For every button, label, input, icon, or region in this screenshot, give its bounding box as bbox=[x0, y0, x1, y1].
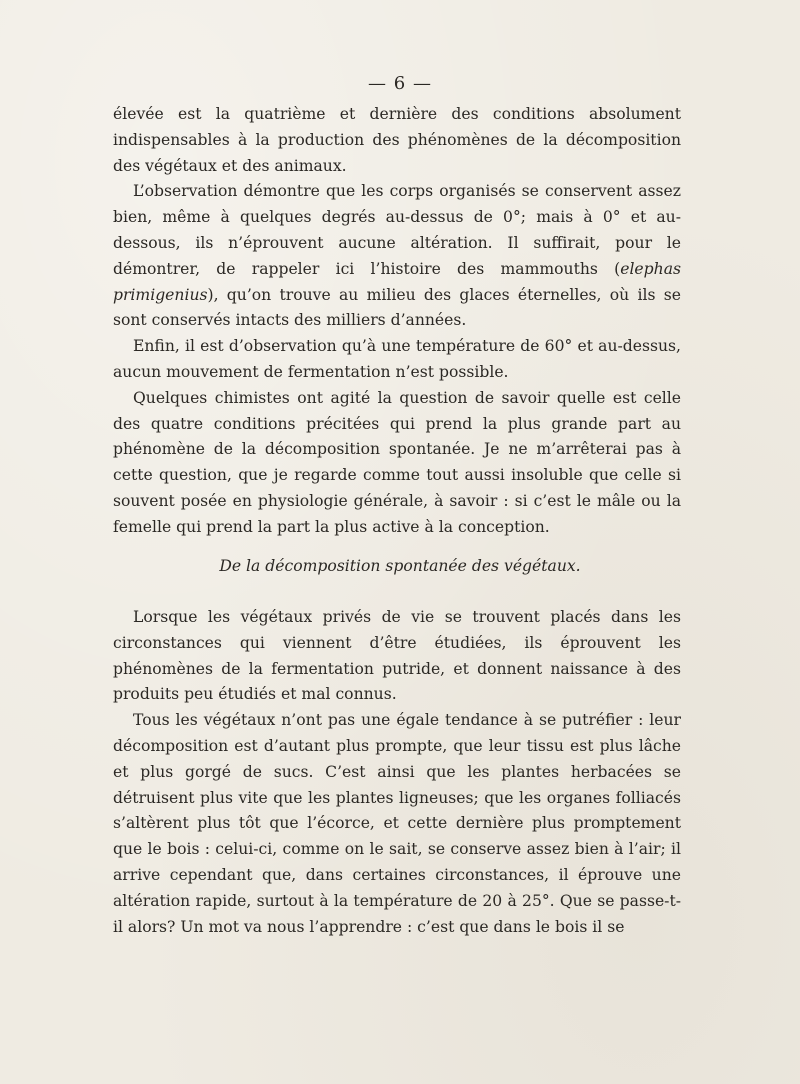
body-text-bottom bbox=[113, 605, 681, 940]
paragraph: élevée est la quatrième et dernière des conditions absolument indispensables à la production des phénomènes de la décomposition des végétaux et des animaux. bbox=[113, 105, 681, 175]
paragraph-text: L’observation démontre que les corps organisés se conservent assez bien, même à quelques degrés au-dessus de 0°; mais à 0° et au-dessous, ils n’éprouvent aucune altération. Il suffirait, pour le démontrer, de rappeler ici l’histoire des mammouths ( bbox=[113, 182, 681, 278]
paragraph bbox=[113, 179, 681, 334]
paragraph-text-continued: ), qu’on trouve au milieu des glaces éternelles, où ils se sont conservés intacts des milliers d’années. bbox=[113, 285, 681, 330]
paragraph: Quelques chimistes ont agité la question de savoir quelle est celle des quatre conditions précitées qui prend la plus grande part au phénomène de la décomposition spontanée. Je ne m’arrêterai pas à cette question, que je regarde comme tout aussi insoluble que celle si souvent posée en physiologie générale, à savoir : si c’est le mâle ou la femelle qui prend la part la plus active à la conception. bbox=[113, 388, 681, 536]
italic-term: elephas primigenius bbox=[113, 259, 681, 304]
paragraph: Tous les végétaux n’ont pas une égale tendance à se putréfier : leur décomposition est d’autant plus prompte, que leur tissu est plus lâche et plus gorgé de sucs. C’est ainsi que les plantes herbacées se détruisent plus vite que les plantes ligneuses; que les organes folliacés s’altèrent plus tôt que l’écorce, et cette dernière plus promptement que le bois : celui-ci, comme on le sait, se conserve assez bien à l’air; il arrive cependant que, dans certaines circonstances, il éprouve une altération rapide, surtout à la température de 20 à 25°. Que se passe-t-il alors? Un mot va nous l’apprendre : c’est que dans le bois il se bbox=[113, 711, 681, 936]
section-heading: De la décomposition spontanée des végétaux. bbox=[219, 557, 581, 575]
body-text-top bbox=[113, 102, 681, 541]
paragraph: Enfin, il est d’observation qu’à une température de 60° et au-dessus, aucun mouvement de fermentation n’est possible. bbox=[113, 337, 681, 381]
paragraph: Lorsque les végétaux privés de vie se trouvent placés dans les circonstances qui viennent d’être étudiées, ils éprouvent les phénomènes de la fermentation putride, et donnent naissance à des produits peu étudiés et mal connus. bbox=[113, 608, 681, 704]
page-number: — 6 — bbox=[368, 73, 432, 94]
